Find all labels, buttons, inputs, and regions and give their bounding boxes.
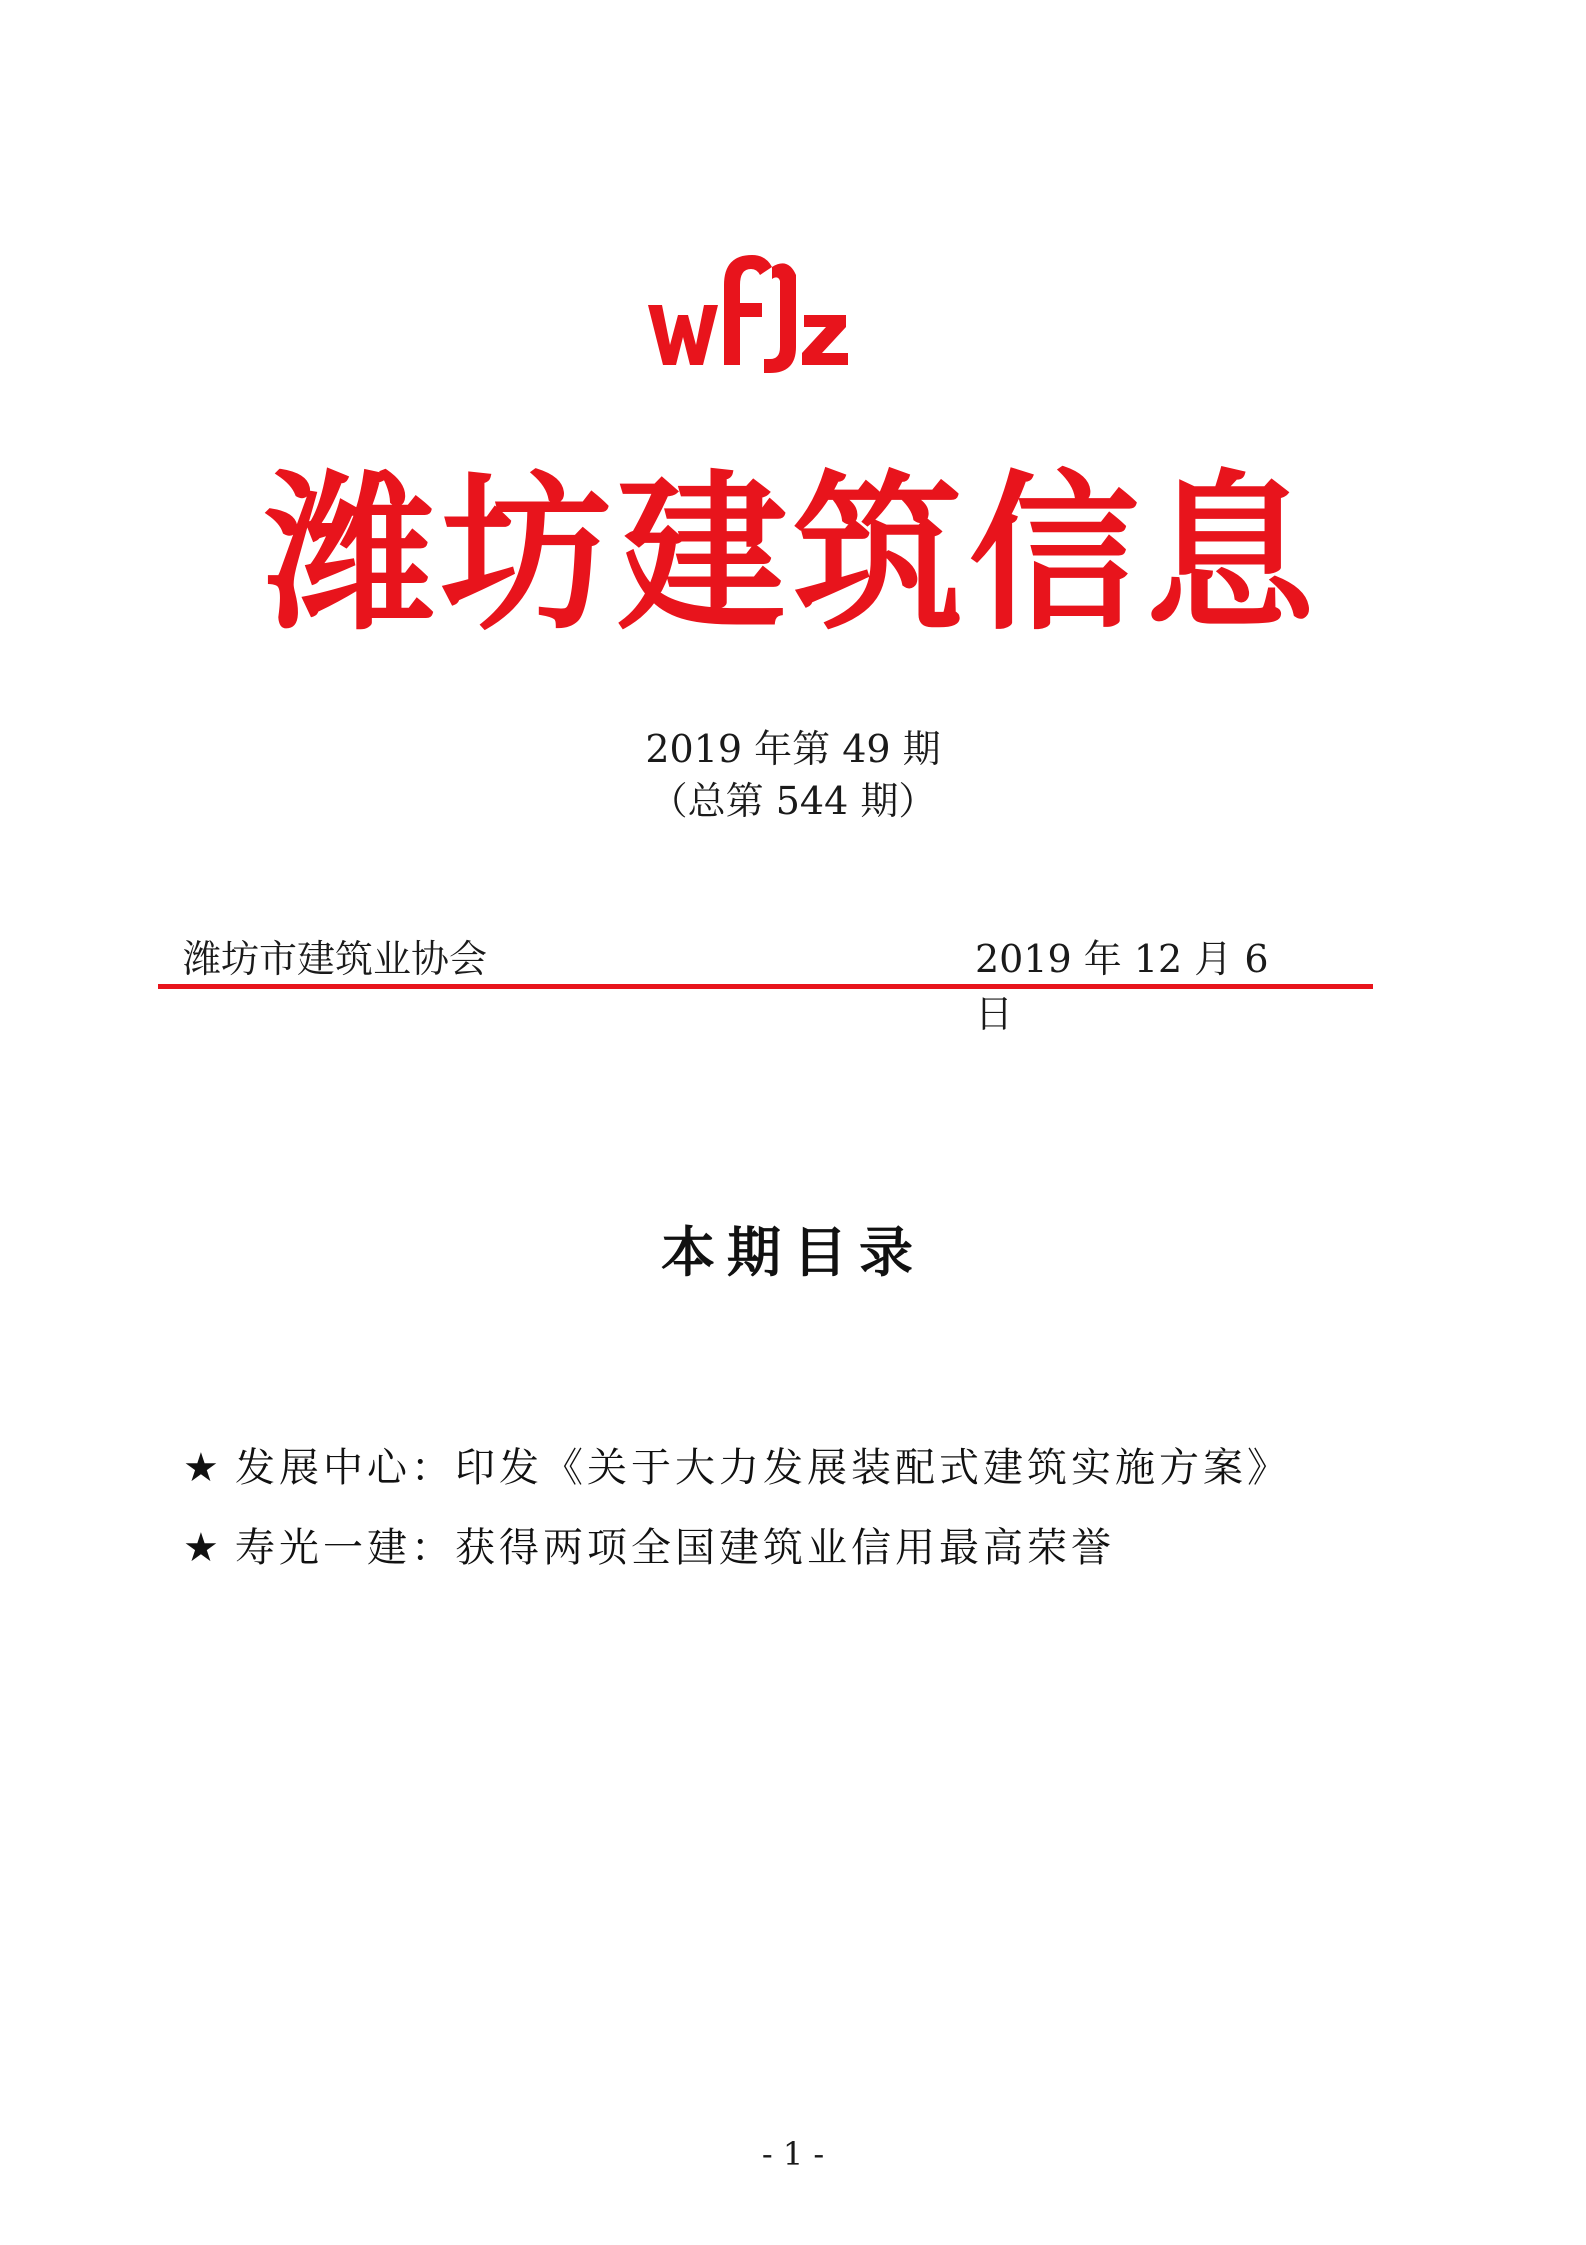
issuer-name: 潍坊市建筑业协会	[183, 937, 488, 981]
issue-number: 2019 年第 49 期	[645, 727, 941, 771]
toc-item-text: 寿光一建：获得两项全国建筑业信用最高荣誉	[235, 1525, 1115, 1571]
toc-item[interactable]	[183, 1508, 1291, 1588]
wfjz-logo	[640, 245, 855, 380]
toc-item-text: 发展中心：印发《关于大力发展装配式建筑实施方案》	[235, 1445, 1291, 1491]
cumulative-issue-number: （总第 544 期）	[649, 779, 937, 823]
toc-item[interactable]	[183, 1428, 1291, 1508]
star-icon: ★	[183, 1445, 223, 1491]
issuer-row	[183, 928, 1303, 1036]
toc-title: 本期目录	[661, 1221, 925, 1284]
masthead-title: 潍坊建筑信息	[264, 456, 1321, 654]
issue-date: 2019 年 12 月 6 日	[975, 937, 1269, 1036]
page-number: - 1 -	[761, 2135, 825, 2173]
star-icon: ★	[183, 1525, 223, 1571]
red-divider-rule	[158, 984, 1373, 989]
toc-list	[183, 1428, 1291, 1588]
